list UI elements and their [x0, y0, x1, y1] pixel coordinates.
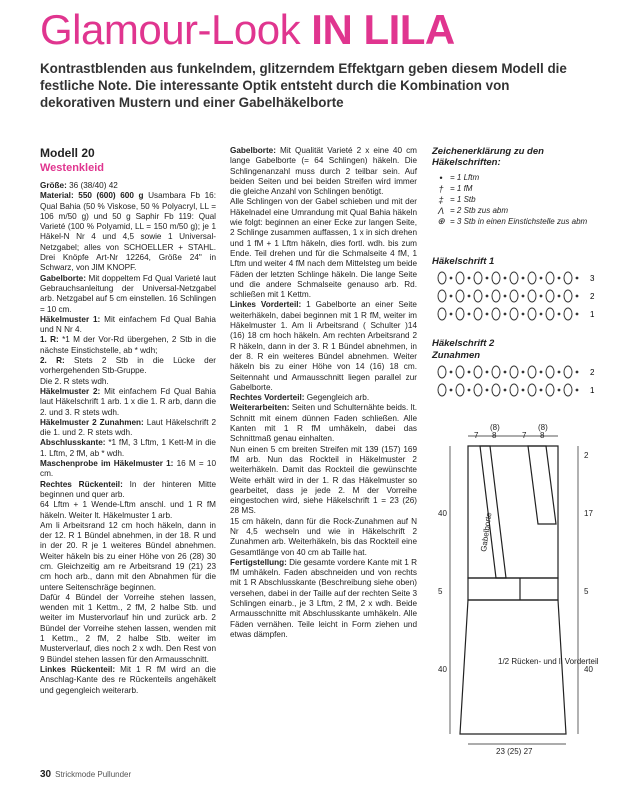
chain-dot-icon: [540, 389, 543, 392]
chain-dot-icon: [468, 389, 471, 392]
crochet-cluster-icon: [474, 272, 482, 284]
legend-label: = 2 Stb zus abm: [450, 206, 509, 215]
chain-dot-icon: [522, 371, 525, 374]
instruction-text: Usambara Fb 16: Qual Bahia (50 % Viskose, 50 % Polyacryl, LL = 106 m/50 g) und 50 g Saphir Fb 119: Qual Varieté (100 % Polyamid, LL = 150 m/50 g); je 1 Häkel-N Nr 4 und 4,5 sowie 1 Universal-Netzgabel; alles von SCHOELLER + STAHL. Drei Knöpfe Art-Nr 12264, Größe 24" in Schwarz, von JIM KNOPF.: [40, 191, 216, 273]
instruction-text: Mit 1 R fM wird an die Anschlag-Kante des re Rückenteils angehäkelt und gegengleich weiterarb.: [40, 664, 216, 695]
instruction-text: Die gesamte vordere Kante mit 1 R fM umhäkeln. Faden abschneiden und von rechts mit 1 R Abschlusskante (Beschreibung siehe oben) versehen, dabei in der Taille auf der rechten Seite 3 Schlingen einarb., je 3 Lftm, 2 fM, 2 x wdh. Beide Armausschnitte mit Abschlusskante umhäkeln. Alle Fäden vernähen. Teile leicht in Form ziehen und etwas dämpfen.: [230, 557, 418, 639]
instruction-text: Gegengleich arb.: [304, 393, 370, 403]
instruction-text: Laut Häkelschrift 2 die 1. und 2. R stets wdh.: [40, 417, 216, 438]
legend-row: [432, 194, 602, 205]
crochet-cluster-icon: [564, 366, 572, 378]
crochet-chart-2: [432, 364, 602, 424]
legend-row: [432, 216, 602, 227]
instruction-text: Mit einfachem Fd Qual Bahia laut Häkelschrift 1 arb. 1 x die 1. R arb, dann die 2. und 3. R stets wdh.: [40, 386, 216, 417]
instruction-heading: Gabelborte:: [230, 146, 276, 155]
instruction-heading: Häkelmuster 2 Zunahmen:: [40, 417, 144, 427]
instruction-paragraph: [40, 191, 216, 273]
instruction-paragraph: [40, 438, 216, 459]
instruction-text: Mit Qualität Varieté 2 x eine 40 cm lange Gabelborte (= 64 Schlingen) häkeln. Die Schlingenanzahl muss durch 2 teilbar sein. Auf beiden Seiten und bei beiden Streifen wird immer die gleiche Anzahl von Schlingen benötigt.: [230, 146, 417, 197]
chart-row-label: 2: [590, 368, 595, 377]
instruction-heading: Weiterarbeiten:: [230, 403, 290, 413]
legend-label: = 1 fM: [450, 184, 473, 193]
instruction-paragraph: [230, 197, 417, 300]
model-name: Westenkleid: [40, 162, 104, 174]
chain-dot-icon: [504, 389, 507, 392]
column-left: [40, 146, 216, 696]
crochet-cluster-icon: [456, 384, 464, 396]
crochet-cluster-icon: [546, 290, 554, 302]
chain-dot-icon: [486, 371, 489, 374]
column-middle: [230, 146, 417, 640]
chart-row-label: 1: [590, 310, 595, 319]
chain-dot-icon: [576, 313, 579, 316]
schematic-left-label: 40: [438, 665, 447, 674]
crochet-cluster-icon: [510, 290, 518, 302]
instruction-heading: Material: 550 (600) 600 g: [40, 191, 144, 201]
chain-dot-icon: [540, 295, 543, 298]
instruction-paragraph: [230, 517, 417, 558]
footer-text: Strickmode Pullunder: [55, 770, 132, 779]
instruction-paragraph: [230, 146, 417, 197]
chain-dot-icon: [504, 277, 507, 280]
chain-dot-icon: [558, 295, 561, 298]
schematic-top-label: 8: [492, 431, 497, 440]
crochet-cluster-icon: [510, 384, 518, 396]
schematic-center-label: 1/2 Rücken- und li Vorderteil: [498, 657, 599, 666]
symbol-legend: [432, 146, 602, 227]
schematic-top-label: 8: [540, 431, 545, 440]
instruction-paragraph: [40, 593, 216, 665]
instruction-text: *1 M der Vor-Rd übergehen, 2 Stb in die nächste Einstichstelle, ab * wdh;: [40, 335, 216, 355]
instruction-paragraph: [40, 335, 216, 356]
chart2-subtitle: Zunahmen: [432, 350, 481, 361]
chain-dot-icon: [522, 295, 525, 298]
chain-dot-icon: [504, 295, 507, 298]
crochet-cluster-icon: [438, 384, 446, 396]
stb-icon: ‡: [438, 194, 444, 205]
crochet-cluster-icon: [438, 366, 446, 378]
schematic-right-label: 40: [584, 665, 593, 674]
crochet-cluster-icon: [492, 290, 500, 302]
chart-row-label: 1: [590, 386, 595, 395]
schematic-armhole: [528, 446, 556, 524]
chain-dot-icon: [576, 371, 579, 374]
crochet-cluster-icon: [546, 308, 554, 320]
chain-dot-icon: [558, 277, 561, 280]
legend-row: [432, 183, 602, 194]
crochet-cluster-icon: [438, 290, 446, 302]
crochet-cluster-icon: [528, 308, 536, 320]
instruction-text: 36 (38/40) 42: [66, 181, 118, 190]
schematic-top-label: 7: [522, 431, 527, 440]
instruction-paragraph: [40, 356, 216, 377]
schematic-left-label: 5: [438, 587, 443, 596]
legend-label: = 1 Stb: [450, 195, 476, 204]
legend-label: = 3 Stb in einen Einstichstelle zus abm: [450, 217, 588, 226]
legend-label: = 1 Lftm: [450, 173, 480, 182]
crochet-cluster-icon: [564, 308, 572, 320]
chain-dot-icon: [558, 313, 561, 316]
model-number: Modell 20: [40, 146, 95, 160]
dot-icon: •: [439, 172, 443, 183]
chain-dot-icon: [468, 371, 471, 374]
chain-dot-icon: [468, 295, 471, 298]
chain-dot-icon: [540, 313, 543, 316]
schematic-skirt: [460, 600, 566, 734]
schematic-bodice: [468, 446, 558, 578]
crochet-cluster-icon: [474, 366, 482, 378]
crochet-cluster-icon: [474, 290, 482, 302]
chart-row-label: 3: [590, 274, 595, 283]
chain-dot-icon: [450, 389, 453, 392]
chain-dot-icon: [468, 313, 471, 316]
legend-row: [432, 172, 602, 183]
two-stb-icon: Λ: [437, 205, 444, 216]
chain-dot-icon: [558, 371, 561, 374]
schematic-band-label: Gabelborte: [479, 511, 494, 553]
instruction-heading: Größe:: [40, 181, 67, 190]
crochet-cluster-icon: [456, 366, 464, 378]
instruction-paragraph: [230, 403, 417, 444]
crochet-cluster-icon: [564, 272, 572, 284]
chain-dot-icon: [540, 277, 543, 280]
crochet-cluster-icon: [510, 272, 518, 284]
instruction-text: Dafür 4 Bündel der Vorreihe stehen lassen, wenden mit 1 Kettm., 2 fM, 2 halbe Stb. und weiter im Mustervorlauf hin und zurück arb. 2 Bündel der Vorreihe stehen lassen, wenden mit 1 Kettm., 2 fM, 2 halbe Stb. weiter im Musterverlauf, dies noch 2 x wdh. Den Rest von 9 Bündel stehen lassen für den Armausschnitt.: [40, 592, 216, 664]
crochet-cluster-icon: [438, 308, 446, 320]
instruction-paragraph: [40, 480, 216, 501]
chain-dot-icon: [540, 371, 543, 374]
crochet-cluster-icon: [492, 366, 500, 378]
crochet-cluster-icon: [510, 308, 518, 320]
chain-dot-icon: [576, 389, 579, 392]
instruction-heading: Abschlusskante:: [40, 438, 106, 448]
crochet-cluster-icon: [528, 366, 536, 378]
instruction-paragraph: [40, 521, 216, 593]
chain-dot-icon: [486, 313, 489, 316]
instruction-paragraph: [40, 418, 216, 439]
crochet-cluster-icon: [528, 384, 536, 396]
instruction-text: 64 Lftm + 1 Wende-Lftm anschl. und 1 R fM häkeln. Weiter lt. Häkelmuster 1 arb.: [40, 500, 216, 520]
instruction-text: Mit einfachem Fd Qual Bahia und N Nr 4.: [40, 314, 216, 335]
instruction-paragraph: [40, 274, 216, 315]
chart-row-label: 2: [590, 292, 595, 301]
instruction-paragraph: [230, 445, 417, 517]
crochet-cluster-icon: [546, 366, 554, 378]
crochet-cluster-icon: [456, 272, 464, 284]
instructions-middle: [230, 146, 417, 640]
schematic-right-label: 5: [584, 587, 589, 596]
chart1-title: Häkelschrift 1: [432, 256, 495, 267]
page-title: [40, 6, 455, 54]
crochet-cluster-icon: [528, 290, 536, 302]
pattern-schematic: [428, 423, 608, 760]
instruction-text: 1 Gabelborte an einer Seite weiterhäkeln, dabei beginnen mit 1 R fM, weiter im Häkelmuster 1. Am li Arbeitsrand ( Schulter )14 (16) 18 cm hoch häkeln. Am rechten Arbeitsrand 2 R häkeln, dann in der 3. R 1 Bündel abnehmen, in der 8. R ein weiteres Bündel abnehmen. Weiter häkeln bis zu einer Höhe von 14 (16) 18 cm. Seitennaht und Armausschnitt liegen parallel zur Gabelborte.: [230, 300, 417, 392]
instruction-text: Seiten und Schulternähte beids. lt. Schnitt mit einem dünnen Faden schließen. Alle Kanten mit 1 R fM umhäkeln, dabei das Schnittmaß genau einhalten.: [230, 403, 417, 444]
instruction-heading: Rechtes Vorderteil:: [230, 393, 305, 403]
instructions-left: [40, 181, 216, 696]
chart2-title: Häkelschrift 2: [432, 338, 495, 349]
instruction-heading: 1. R:: [40, 335, 59, 345]
chain-dot-icon: [522, 389, 525, 392]
schematic-waist: [468, 578, 558, 600]
chain-dot-icon: [576, 295, 579, 298]
chain-dot-icon: [486, 277, 489, 280]
instruction-text: Stets 2 Stb in die Lücke der vorhergehenden Stb-Gruppe.: [40, 356, 217, 376]
instruction-heading: Rechtes Rückenteil:: [40, 479, 123, 489]
three-stb-icon: ⊕: [437, 216, 445, 226]
crochet-cluster-icon: [438, 272, 446, 284]
dagger-icon: †: [438, 183, 444, 194]
chain-dot-icon: [450, 371, 453, 374]
chain-dot-icon: [504, 371, 507, 374]
instruction-paragraph: [40, 315, 216, 336]
instruction-text: Die 2. R stets wdh.: [40, 376, 109, 386]
title-light: Glamour-Look: [40, 6, 312, 53]
page-footer: [40, 769, 131, 780]
schematic-top-label: (8): [490, 423, 500, 432]
chain-dot-icon: [486, 389, 489, 392]
legend-row: [432, 205, 602, 216]
page-number: 30: [40, 769, 52, 780]
crochet-cluster-icon: [474, 308, 482, 320]
chain-dot-icon: [468, 277, 471, 280]
crochet-cluster-icon: [564, 384, 572, 396]
instruction-paragraph: [230, 300, 417, 393]
instruction-text: Nun einen 5 cm breiten Streifen mit 139 (157) 169 fM arb. Nun das Rockteil in Häkelmuster 2 weiterhäkeln. Damit das Rockteil die gewünschte Weite erhält wird in der 1. R das Häkelmuster so gearbeitet, dass je jede 2. M der Vorreihe eingestochen wird, siehe Häkelschrift 1 = 23 (26) 28 MS.: [230, 444, 417, 516]
instruction-text: *1 fM, 3 Lftm, 1 Kett-M in die 1. Lftm, 2 fM, ab * wdh.: [40, 438, 216, 458]
instruction-text: Mit doppeltem Fd Qual Varieté laut Gebrauchsanleitung der Universal-Netzgabel arb. Netzgabel auf 5 cm einstellen. 16 Schlingen = 10 cm.: [40, 273, 216, 314]
instruction-paragraph: [40, 459, 216, 480]
crochet-cluster-icon: [528, 272, 536, 284]
instruction-paragraph: [40, 665, 216, 696]
legend-title: Zeichenerklärung zu den Häkelschriften:: [432, 146, 544, 168]
crochet-cluster-icon: [474, 384, 482, 396]
instruction-heading: Häkelmuster 2:: [40, 386, 101, 396]
crochet-chart-1: [432, 270, 602, 330]
instruction-text: In der hinteren Mitte beginnen und quer arb.: [40, 479, 217, 499]
chain-dot-icon: [558, 389, 561, 392]
instruction-heading: Fertigstellung:: [230, 557, 287, 567]
instruction-text: Am li Arbeitsrand 12 cm hoch häkeln, dann in der 12. R 1 Bündel abnehmen, in der 18. R und in der 20. R je 1 weiteres Bündel abnehmen. Weiter häkeln bis zu einer Höhe von 26 (28) 30 cm. Gleichzeitig am re Arbeitsrand 19 (21) 23 cm hoch arb., dann mit den Abnahmen für die untere Seitenschräge beginnen.: [40, 520, 216, 592]
crochet-cluster-icon: [492, 272, 500, 284]
chain-dot-icon: [450, 313, 453, 316]
instruction-paragraph: [230, 558, 417, 640]
instruction-text: 16 M = 10 cm.: [40, 459, 216, 479]
chain-dot-icon: [576, 277, 579, 280]
instruction-paragraph: [230, 393, 417, 403]
crochet-cluster-icon: [456, 290, 464, 302]
instruction-heading: Häkelmuster 1:: [40, 314, 101, 324]
instruction-heading: Gabelborte:: [40, 273, 86, 283]
intro-text: Kontrastblenden aus funkelndem, glitzerndem Effektgarn geben diesem Modell die festliche Note. Die interessante Optik entsteht durch die Kombination von dekorativen Mustern und einer Gabelhäkelborte: [40, 61, 567, 110]
instruction-paragraph: [40, 500, 216, 521]
chain-dot-icon: [450, 277, 453, 280]
crochet-cluster-icon: [492, 308, 500, 320]
instruction-heading: Linkes Vorderteil:: [230, 300, 302, 310]
schematic-right-label: 2: [584, 451, 589, 460]
title-bold: IN LILA: [311, 6, 455, 53]
crochet-cluster-icon: [456, 308, 464, 320]
schematic-bottom-label: 23 (25) 27: [496, 747, 533, 756]
crochet-cluster-icon: [564, 290, 572, 302]
instruction-paragraph: [40, 181, 216, 191]
instruction-paragraph: [40, 387, 216, 418]
chain-dot-icon: [504, 313, 507, 316]
schematic-left-label: 40: [438, 509, 447, 518]
crochet-cluster-icon: [546, 384, 554, 396]
schematic-top-label: (8): [538, 423, 548, 432]
instruction-heading: Maschenprobe im Häkelmuster 1:: [40, 459, 174, 469]
schematic-top-label: 7: [474, 431, 479, 440]
crochet-cluster-icon: [492, 384, 500, 396]
instruction-heading: 2. R:: [40, 356, 65, 366]
crochet-cluster-icon: [546, 272, 554, 284]
instruction-text: 15 cm häkeln, dann für die Rock-Zunahmen auf N Nr 4,5 wechseln und wie in Häkelschrift 2 Zunahmen arb. Weiterhäkeln, bis das Rockteil eine Gesamtlänge von 40 cm ab Taille hat.: [230, 516, 417, 557]
chain-dot-icon: [522, 277, 525, 280]
chain-dot-icon: [450, 295, 453, 298]
chain-dot-icon: [522, 313, 525, 316]
instruction-heading: Linkes Rückenteil:: [40, 664, 116, 674]
instruction-text: Alle Schlingen von der Gabel schieben und mit der Häkelnadel eine Umrandung mit Qual Bahia häkeln wie folgt: beginnen an einer Ecke zur langen Seite, 2 Schlinge zusammen auffassen, 1 x in sich drehen und 1 fM + 1 Lftm häkeln, dies fortl. wdh. bis zum Ende. Teil drehen und für die Schmalseite 4 fM, 1 Lftm und weiter 4 fM nach dem Mittelsteg um beide Fäden der letzten Schlinge häkeln. Die lange Seite und die andere Schmalseite genauso arb. Rd. schließen mit 1 Kettm.: [230, 197, 417, 300]
crochet-cluster-icon: [510, 366, 518, 378]
schematic-right-label: 17: [584, 509, 593, 518]
chain-dot-icon: [486, 295, 489, 298]
instruction-paragraph: [40, 377, 216, 387]
